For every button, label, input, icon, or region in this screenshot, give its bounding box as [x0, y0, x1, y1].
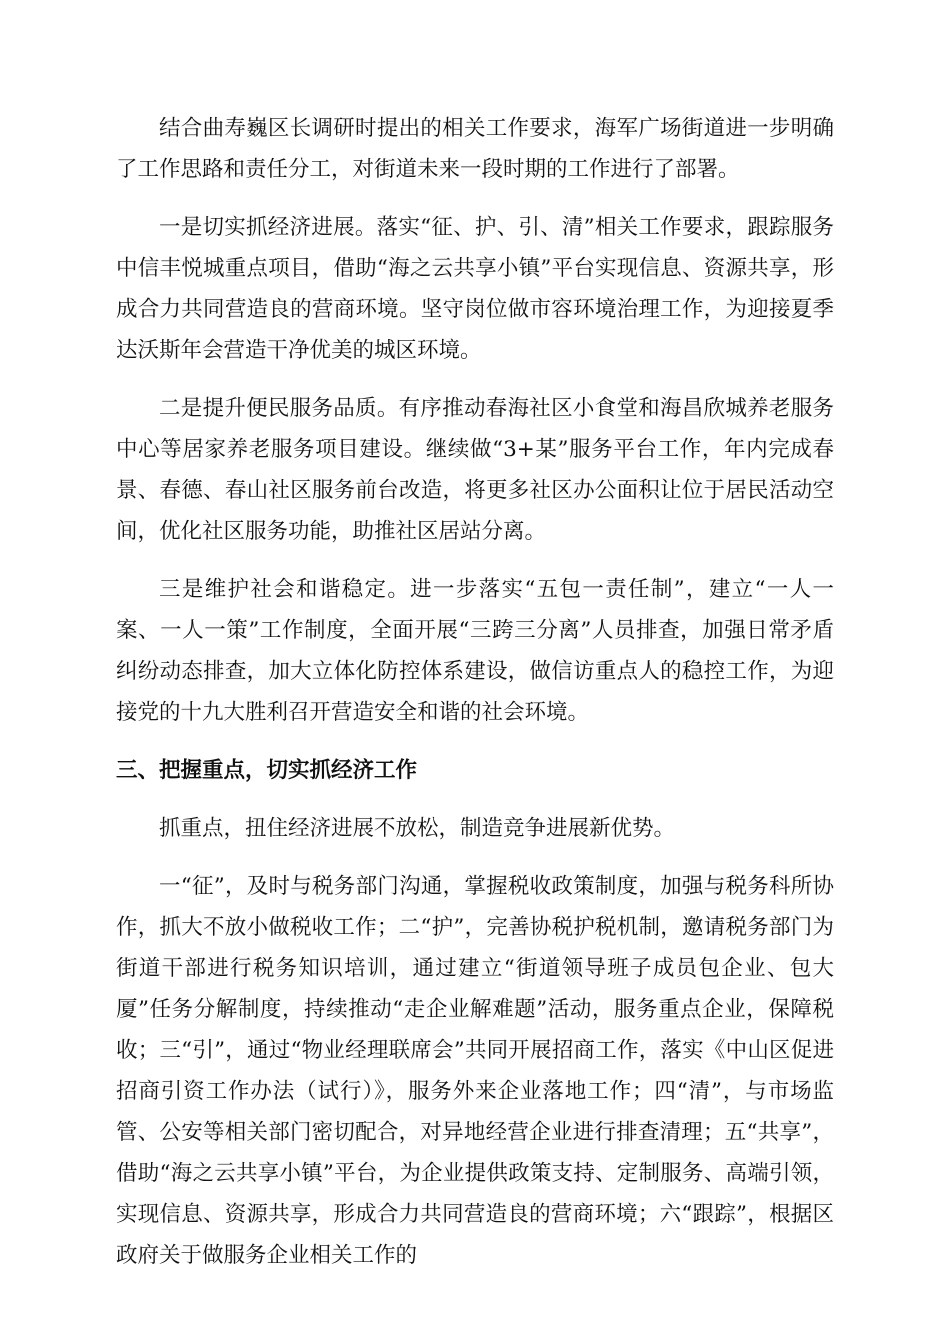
paragraph-section-detail: 一“征”，及时与税务部门沟通，掌握税收政策制度，加强与税务科所协作，抓大不放小做税收工作；二“护”，完善协税护税机制，邀请税务部门为街道干部进行税务知识培训，通过建立“街道领导班子成员包企业、包大厦”任务分解制度，持续推动“走企业解难题”活动，服务重点企业，保障税收；三“引”，通过“物业经理联席会”共同开展招商工作，落实《中山区促进招商引资工作办法（试行）》，服务外来企业落地工作；四“清”，与市场监管、公安等相关部门密切配合，对异地经营企业进行排查清理；五“共享”，借助“海之云共享小镇”平台，为企业提供政策支持、定制服务、高端引领，实现信息、资源共享，形成合力共同营造良的营商环境；六“跟踪”，根据区政府关于做服务企业相关工作的: [116, 874, 834, 1268]
document-page: [116, 108, 834, 1276]
paragraph-section-summary: 抓重点，扭住经济进展不放松，制造竞争进展新优势。: [159, 816, 676, 841]
paragraph-services: 二是提升便民服务品质。有序推动春海社区小食堂和海昌欣城养老服务中心等居家养老服务项目建设。继续做“3+某”服务平台工作，年内完成春景、春德、春山社区服务前台改造，将更多社区办公面积让位于居民活动空间，优化社区服务功能，助推社区居站分离。: [116, 396, 834, 544]
paragraph-economy: 一是切实抓经济进展。落实“征、护、引、清”相关工作要求，跟踪服务中信丰悦城重点项目，借助“海之云共享小镇”平台实现信息、资源共享，形成合力共同营造良的营商环境。坚守岗位做市容环境治理工作，为迎接夏季达沃斯年会营造干净优美的城区环境。: [116, 215, 834, 363]
paragraph-intro: 结合曲寿巍区长调研时提出的相关工作要求，海军广场街道进一步明确了工作思路和责任分工，对街道未来一段时期的工作进行了部署。: [116, 116, 834, 182]
paragraph-stability: 三是维护社会和谐稳定。进一步落实“五包一责任制”，建立“一人一案、一人一策”工作制度，全面开展“三跨三分离”人员排查，加强日常矛盾纠纷动态排查，加大立体化防控体系建设，做信访重点人的稳控工作，为迎接党的十九大胜利召开营造安全和谐的社会环境。: [116, 577, 834, 725]
section-heading: 三、把握重点，切实抓经济工作: [116, 758, 418, 783]
